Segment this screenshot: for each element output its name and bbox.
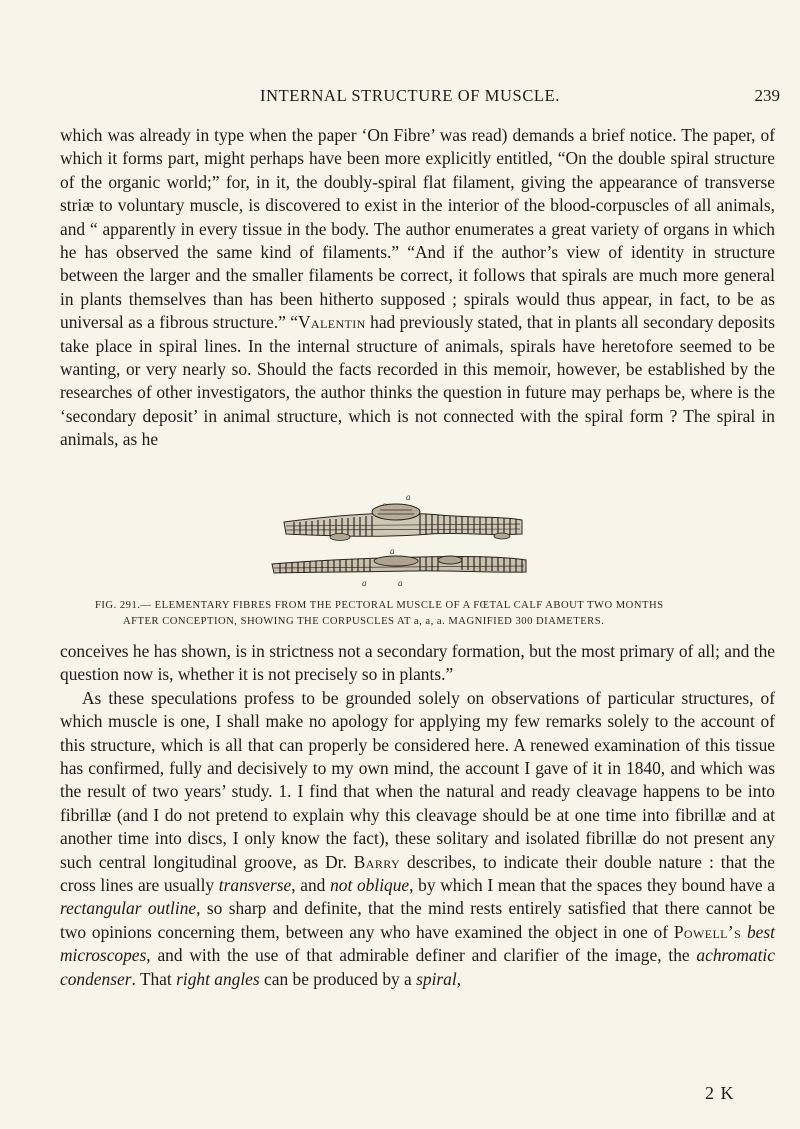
text-run: describes, to indicate their double nature : that the cross lines are usually (60, 851, 776, 896)
author-name-valentin: Valentin (297, 312, 366, 333)
text-run: , (456, 968, 462, 989)
paragraph-conclusion: conceives he has shown, is in strictness not a secondary formation, but the most primary of all; and the question now is, whether it is not precisely so in plants.” (60, 641, 775, 685)
emphasis-best-microscopes: best microscopes (60, 921, 775, 966)
text-run: , so sharp and definite, that the mind rests entirely satisfied that there cannot be two opinions concerning them, between any who have examined the object in one of (60, 898, 775, 942)
author-name-barry: Barry (353, 851, 401, 872)
running-title: INTERNAL STRUCTURE OF MUSCLE. (259, 86, 561, 105)
figure-illustration (270, 490, 530, 588)
text-run: , and (291, 875, 331, 896)
figure-label-a: a (362, 578, 367, 588)
author-name-powell: Powell’s (673, 921, 742, 942)
text-run: had previously stated, that in plants all secondary deposits take place in spiral lines. In the internal structure of animals, spirals have heretofore seemed to be wanting, or very nearly so. Should the facts recorded in this memoir, however, be established by the researches of other investigators, the author thinks the question in future may perhaps be, where is the ‘secondary deposit’ in animal structure, which is not connected with the spiral form ? The spiral in animals, as he (60, 312, 775, 450)
muscle-fibres-engraving (270, 490, 530, 588)
top-text-block (60, 124, 775, 452)
page-number: 239 (754, 86, 780, 105)
emphasis-transverse: transverse (218, 875, 292, 896)
emphasis-achromatic-condenser: achromatic condenser (60, 945, 775, 989)
figure-label-a: a (406, 492, 411, 502)
figure-caption (95, 598, 755, 630)
figure-label-a: a (390, 546, 395, 556)
text-run: which was already in type when the paper ‘On Fibre’ was read) demands a brief notice. The paper, of which it forms part, might perhaps have been more explicitly entitled, “On the double spiral structure of the organic world;” for, in it, the doubly-spiral flat filament, giving the appearance of transverse striæ to voluntary muscle, is discovered to exist in the interior of the blood-corpuscles of all animals, and “ apparently in every tissue in the body. The author enumerates a great variety of organs in which he has observed the same kind of filaments.” “And if the author’s view of identity in structure between the larger and the smaller filaments be correct, it follows that spirals are much more general in plants themselves than has been hitherto supposed ; spirals would thus appear, in fact, to be as universal as a fibrous structure.” “ (60, 125, 775, 333)
text-run: , by which I mean that the spaces they bound have a (409, 875, 775, 896)
text-run: can be produced by a (259, 968, 417, 989)
caption-line-2: AFTER CONCEPTION, SHOWING THE CORPUSCLES AT a, a, a. MAGNIFIED 300 DIAMETERS. (123, 616, 605, 627)
paragraph-main (60, 687, 775, 991)
emphasis-not-oblique: not oblique (330, 875, 410, 896)
text-run: . That (131, 968, 177, 989)
caption-line-1: FIG. 291.— ELEMENTARY FIBRES FROM THE PECTORAL MUSCLE OF A FŒTAL CALF ABOUT TWO MONTHS (95, 600, 664, 611)
text-run: As these speculations profess to be grounded solely on observations of particular structures, of which muscle is one, I shall make no apology for applying my few remarks solely to the account of this structure, which is all that can properly be considered here. A renewed examination of this tissue has confirmed, fully and decisively to my own mind, the account I gave of it in 1840, and which was the result of two years’ study. 1. I find that when the natural and ready cleavage happens to be into fibrillæ (and I do not pretend to explain why this cleavage should be at one time into fibrillæ and at another time into discs, I only know the fact), these solitary and isolated fibrillæ do not present any such central longitudinal groove, as Dr. (60, 687, 775, 872)
emphasis-spiral: spiral (416, 968, 457, 989)
signature-mark: 2 K (705, 1083, 735, 1103)
figure-label-a: a (398, 578, 403, 588)
upper-fibre (284, 504, 522, 541)
emphasis-right-angles: right angles (176, 968, 260, 989)
running-head (60, 86, 780, 110)
lower-fibre (272, 556, 526, 573)
bottom-text-block (60, 640, 775, 991)
paragraph-continuation (60, 124, 775, 452)
emphasis-rectangular-outline: rectangular outline (60, 898, 197, 919)
text-run: , and with the use of that admirable definer and clarifier of the image, the (146, 945, 697, 966)
